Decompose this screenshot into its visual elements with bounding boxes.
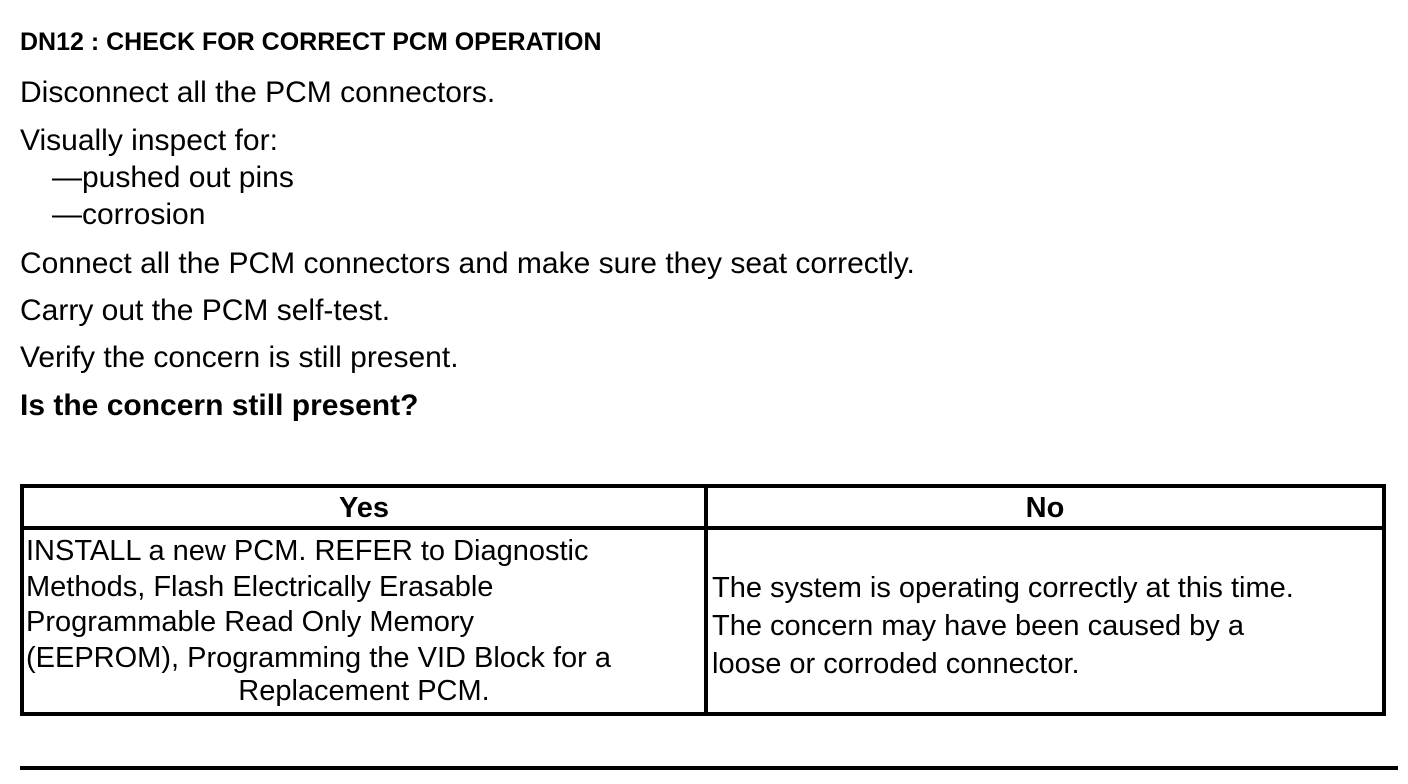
step-selftest: Carry out the PCM self-test.	[20, 294, 391, 327]
step-inspect: Visually inspect for:	[20, 124, 278, 157]
result-table	[20, 484, 1386, 716]
yes-line: Methods, Flash Electrically Erasable	[26, 570, 494, 603]
header-divider	[24, 526, 1382, 530]
cell-yes	[26, 534, 702, 706]
yes-line: (EEPROM), Programming the VID Block for a	[26, 641, 611, 674]
yes-line: INSTALL a new PCM. REFER to Diagnostic	[26, 535, 589, 567]
bottom-rule	[20, 766, 1398, 770]
yes-line: Replacement PCM.	[238, 675, 490, 707]
no-line: The system is operating correctly at this time.	[712, 572, 1294, 604]
no-line: The concern may have been caused by a	[712, 610, 1244, 642]
inspect-item-corrosion: —corrosion	[52, 198, 206, 231]
yes-line: Programmable Read Only Memory	[26, 606, 475, 638]
section-heading: DN12 : CHECK FOR CORRECT PCM OPERATION	[20, 28, 602, 56]
step-verify: Verify the concern is still present.	[20, 341, 459, 374]
no-line: loose or corroded connector.	[712, 648, 1080, 680]
inspect-item-pins: —pushed out pins	[52, 161, 294, 194]
step-disconnect: Disconnect all the PCM connectors.	[20, 76, 496, 109]
step-connect: Connect all the PCM connectors and make sure they seat correctly.	[20, 247, 915, 280]
header-yes: Yes	[339, 492, 389, 524]
cell-no	[712, 569, 1382, 683]
question: Is the concern still present?	[20, 389, 419, 422]
header-no: No	[1025, 492, 1065, 524]
